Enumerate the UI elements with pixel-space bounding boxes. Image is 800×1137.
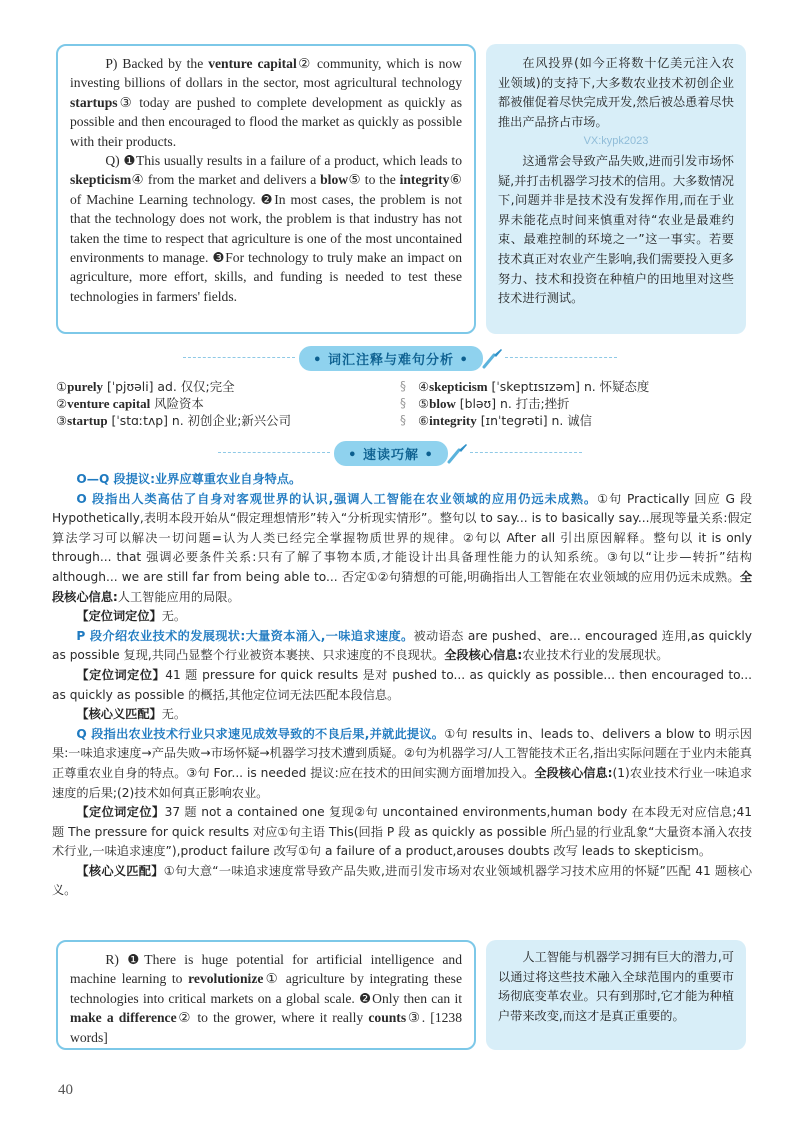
o-locator: 【定位词定位】无。 bbox=[76, 609, 187, 624]
translation-q: 这通常会导致产品失败,进而引发市场怀疑,并打击机器学习技术的信用。大多数情况下,问题并非是技术没有发挥作用,而在于业界未能花点时间来慎重对待“农业是最难约束、最难控制的环境之一”这一事实。若要技术真正对农业产生影响,我们需要投入更多努力、技术和投资在种植户的田地里对这些技术进行测试。 bbox=[498, 153, 734, 306]
watermark: VX:kypk2023 bbox=[583, 135, 649, 148]
translation-p: 在风投界(如今正将数十亿美元注入农业领域)的支持下,大多数农业技术初创企业都被催促着尽快完成开发,然后被怂恿着尽快推出产品挤占市场。 bbox=[498, 56, 734, 129]
vocab-item: ②venture capital 风险资本 bbox=[56, 396, 204, 411]
speed-banner bbox=[0, 441, 800, 465]
vocab-banner bbox=[0, 346, 800, 370]
q-analysis: Q 段指出农业技术行业只求速见成效导致的不良后果,并就此提议。①句 results in、leads to、delivers a blow to 明示因果:一味追求速度→产品失败→市场怀疑→机器学习技术遭到质疑。②句为机器学习/人工智能技术正名,指出实际问题在于业内未能真正尊重农业自身的特点。③句 For... is needed 提议:应在技术的田间实测方面增加投入。全段核心信息:(1)农业技术行业一味追求速度的后果;(2)技术如何真正影响农业。 bbox=[52, 726, 753, 800]
o-analysis: O 段指出人类高估了自身对客观世界的认识,强调人工智能在农业领域的应用仍远未成熟。①句 Practically 回应 G 段 Hypothetically,表明本段开始从“假定理想情形”转入“分析现实情形”。整句以 to say... is to basically say...展现等量关系:假定算法学习可以解决一切问题=认为人类已经完全掌握物质世界的规律。②句以 After all 引出原因解释。整句以 it is only through... that 强调必要条件关系:只有了解了事物本质,才能设计出具备理性能力的认知系统。③句以“让步—转折”结构 although... we are still far from being able to... 否定①②句猜想的可能,明确指出人工智能在农业领域的应用仍远未成熟。全段核心信息:人工智能应用的局限。 bbox=[52, 491, 753, 604]
translation-r-box bbox=[486, 940, 746, 1050]
passage-r: R) ❶There is huge potential for artificial intelligence and machine learning to revolutionize① agriculture by integrating these technologies into critical markets on a global scale. ❷Only then can it make a difference② to the grower, where it really counts③. [1238 words] bbox=[70, 952, 463, 1045]
brush-icon bbox=[481, 346, 505, 370]
vocab-list bbox=[56, 378, 756, 434]
vocab-item: ④skepticism [ˈskeptɪsɪzəm] n. 怀疑态度 bbox=[418, 379, 650, 394]
spiral-binding-icon: § § § bbox=[400, 379, 406, 427]
p-locator: 【定位词定位】41 题 pressure for quick results 是对 pushed to... as quickly as possible... then encouraged to... as quickly as possible 的概括,其他定位词无法匹配本段信息。 bbox=[52, 667, 752, 702]
translation-pq-box bbox=[486, 44, 746, 334]
brush-icon bbox=[446, 441, 470, 465]
vocab-item: ⑤blow [bləʊ] n. 打击;挫折 bbox=[418, 396, 570, 411]
vocab-banner-title: • 词汇注释与难句分析 • bbox=[299, 346, 483, 371]
vocab-item: ⑥integrity [ɪnˈtegrəti] n. 诚信 bbox=[418, 413, 593, 428]
q-core-match: 【核心义匹配】①句大意“一味追求速度常导致产品失败,进而引发市场对农业领域机器学习技术应用的怀疑”匹配 41 题核心义。 bbox=[52, 863, 753, 898]
passage-q: Q) ❶This usually results in a failure of a product, which leads to skepticism④ from the market and delivers a blow⑤ to the integrity⑥ of Machine Learning technology. ❷In most cases, the problem is not that the technology does not work, the problem is that industry has not taken the time to respect that agriculture is one of the most uncontained environments to manage. ❸For technology to truly make an impact on agriculture, more effort, skills, and funding is needed to test these technologies in farmers' fields. bbox=[70, 153, 462, 304]
passage-pq-box bbox=[56, 44, 476, 334]
analysis-section bbox=[52, 470, 752, 940]
page-number: 40 bbox=[58, 1082, 73, 1098]
passage-r-box bbox=[56, 940, 476, 1050]
passage-p: P) Backed by the venture capital② community, which is now investing billions of dollars in the sector, most agricultural technology startups③ today are pushed to complete development as quickly as possible and then encouraged to flood the market as quickly as possible with their products. bbox=[70, 56, 462, 149]
vocab-item: ①purely [ˈpjʊəli] ad. 仅仅;完全 bbox=[56, 379, 235, 394]
p-analysis: P 段介绍农业技术的发展现状:大量资本涌入,一味追求速度。被动语态 are pushed、are... encouraged 连用,as quickly as possible 复现,共同凸显整个行业被资本裹挟、只求速度的不良现状。全段核心信息:农业技术行业的发展现状。 bbox=[52, 628, 752, 663]
oq-title: O—Q 段提议:业界应尊重农业自身特点。 bbox=[76, 472, 302, 486]
vocab-item: ③startup [ˈstɑːtʌp] n. 初创企业;新兴公司 bbox=[56, 413, 291, 428]
q-locator: 【定位词定位】37 题 not a contained one 复现②句 uncontained environments,human body 在本段无对应信息;41 题 The pressure for quick results 对应①句主语 This(回指 P 段 as quickly as possible 所凸显的行业乱象“大量资本涌入农技术行业,一味追求速度”),product failure 改写①句 a failure of a product,arouses doubts 改写 leads to skepticism。 bbox=[52, 805, 752, 859]
p-core-match: 【核心义匹配】无。 bbox=[76, 707, 187, 722]
speed-banner-title: • 速读巧解 • bbox=[334, 441, 448, 466]
vocab-left-column bbox=[56, 378, 386, 429]
translation-r: 人工智能与机器学习拥有巨大的潜力,可以通过将这些技术融入全球范围内的重要市场彻底变革农业。只有到那时,它才能为种植户带来改变,而这才是真正重要的。 bbox=[498, 950, 734, 1023]
vocab-right-column bbox=[418, 378, 758, 429]
